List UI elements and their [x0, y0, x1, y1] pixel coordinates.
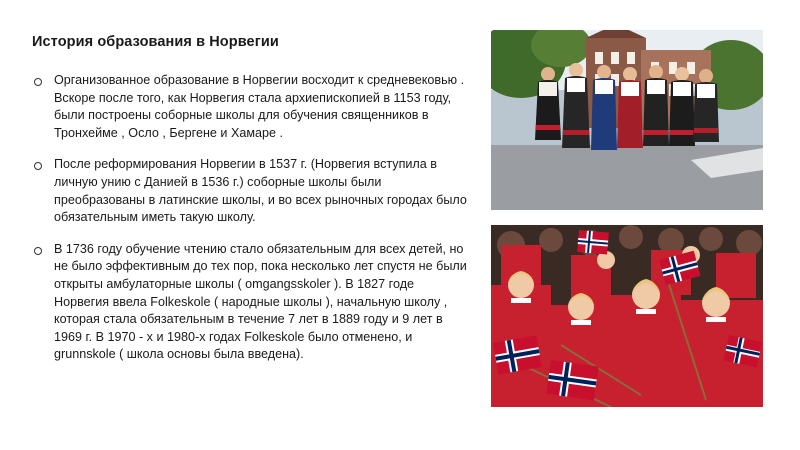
- bullet-circle-icon: [34, 162, 42, 170]
- bullet-text: После реформирования Норвегии в 1537 г. (Норвегия вступила в личную унию с Данией в 1536 г.) соборные школы были преобразованы в латинские школы, и во всех рыночных городах было обязательным иметь такую школу.: [54, 157, 467, 225]
- bullet-list: [32, 72, 472, 378]
- group-in-bunad-photo: [491, 30, 763, 210]
- slide-title: История образования в Норвегии: [32, 34, 279, 50]
- bullet-item: [32, 241, 472, 364]
- bullet-item: [32, 156, 472, 226]
- bullet-circle-icon: [34, 247, 42, 255]
- bullet-text: В 1736 году обучение чтению стало обязательным для всех детей, но не было эффективным до тех пор, пока несколько лет спустя не были открыты амбулаторные школы ( omgangsskoler ). В 1827 годе Норвегия ввела Folkeskole ( народные школы ), начальную школу , которая стала обязательным в течение 7 лет в 1889 году и 9 лет в 1969 г. В 1970 - х и 1980-х годах Folkeskole было отменено, и grunnskole ( школа основы была введена).: [54, 241, 467, 362]
- children-with-flags-photo: [491, 225, 763, 407]
- bullet-circle-icon: [34, 78, 42, 86]
- bullet-item: [32, 72, 472, 142]
- bullet-text: Организованное образование в Норвегии восходит к средневековью . Вскоре после того, как Норвегия стала архиепископией в 1153 году, были построены соборные школы для обучения священников в Тронхейме , Осло , Бергене и Хамаре .: [54, 73, 465, 140]
